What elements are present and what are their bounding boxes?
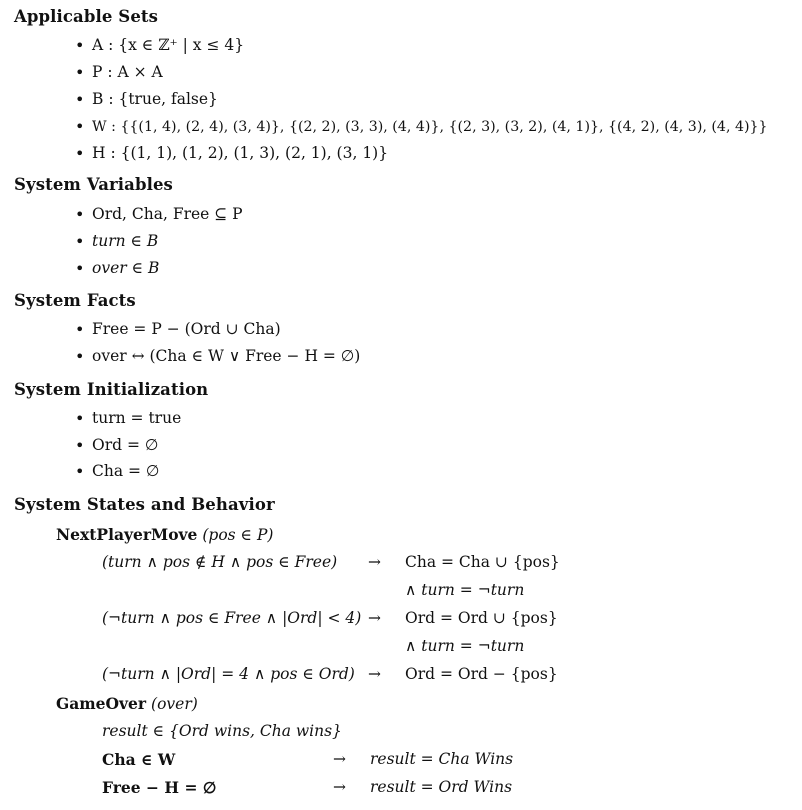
arrow-icon: → bbox=[368, 609, 381, 627]
rule-param: (over) bbox=[151, 695, 198, 713]
section-title-states-behavior: System States and Behavior bbox=[14, 495, 275, 514]
effect-turn-toggle: ∧ turn = ¬turn bbox=[405, 637, 525, 655]
init-cha: Cha = ∅ bbox=[92, 462, 160, 480]
rule-param: (pos ∈ P) bbox=[202, 526, 274, 544]
set-p-definition: P : A × A bbox=[92, 63, 163, 81]
fact-free: Free = P − (Ord ∪ Cha) bbox=[92, 320, 281, 338]
section-title-system-facts: System Facts bbox=[14, 291, 136, 310]
section-title-system-initialization: System Initialization bbox=[14, 380, 209, 399]
guard-cha-wins: Cha ∈ W bbox=[102, 750, 176, 769]
guard-ord-wins: Free − H = ∅ bbox=[102, 778, 217, 797]
set-b-definition: B : {true, false} bbox=[92, 90, 218, 108]
effect-cha-add: Cha = Cha ∪ {pos} bbox=[405, 553, 560, 571]
arrow-icon: → bbox=[368, 553, 381, 571]
rule-next-player-move bbox=[56, 525, 273, 544]
arrow-icon: → bbox=[368, 665, 381, 683]
variable-over: over ∈ B bbox=[92, 259, 160, 277]
list-item bbox=[78, 320, 281, 338]
fact-over: over ↔ (Cha ∈ W ∨ Free − H = ∅) bbox=[92, 347, 361, 365]
section-title-applicable-sets: Applicable Sets bbox=[14, 7, 159, 26]
list-item bbox=[78, 205, 243, 223]
init-ord: Ord = ∅ bbox=[92, 436, 159, 454]
arrow-icon: → bbox=[333, 778, 346, 796]
list-item bbox=[78, 409, 181, 427]
result-declaration: result ∈ {Ord wins, Cha wins} bbox=[102, 722, 342, 740]
effect-cha-wins: result = Cha Wins bbox=[370, 750, 514, 768]
section-title-system-variables: System Variables bbox=[14, 175, 173, 194]
list-item bbox=[78, 144, 388, 162]
guard-ord-remove: (¬turn ∧ |Ord| = 4 ∧ pos ∈ Ord) bbox=[102, 665, 355, 683]
variables-sets: Ord, Cha, Free ⊆ P bbox=[92, 205, 243, 223]
arrow-icon: → bbox=[333, 750, 346, 768]
set-w-definition: W : {{(1, 4), (2, 4), (3, 4)}, {(2, 2), (3, 3), (4, 4)}, {(2, 3), (3, 2), (4, 1)}, {(4, 2), (4, 3), (4, 4)}} bbox=[92, 119, 768, 135]
rule-name: NextPlayerMove bbox=[56, 525, 198, 544]
rule-game-over bbox=[56, 694, 198, 713]
list-item bbox=[78, 436, 158, 454]
effect-ord-add: Ord = Ord ∪ {pos} bbox=[405, 609, 558, 627]
effect-ord-wins: result = Ord Wins bbox=[370, 778, 513, 796]
effect-turn-toggle: ∧ turn = ¬turn bbox=[405, 581, 525, 599]
list-item bbox=[78, 232, 158, 250]
list-item bbox=[78, 462, 159, 480]
rule-name: GameOver bbox=[56, 694, 147, 713]
variable-turn: turn ∈ B bbox=[92, 232, 159, 250]
set-a-definition: A : {x ∈ ℤ⁺ | x ≤ 4} bbox=[92, 36, 245, 54]
list-item bbox=[78, 63, 163, 81]
set-h-definition: H : {(1, 1), (1, 2), (1, 3), (2, 1), (3, 1)} bbox=[92, 144, 389, 162]
list-item bbox=[78, 259, 159, 277]
effect-ord-remove: Ord = Ord − {pos} bbox=[405, 665, 558, 683]
list-item bbox=[78, 90, 218, 108]
guard-ord-add: (¬turn ∧ pos ∈ Free ∧ |Ord| < 4) bbox=[102, 609, 362, 627]
list-item bbox=[78, 36, 244, 54]
list-item bbox=[78, 117, 768, 135]
list-item bbox=[78, 347, 360, 365]
init-turn: turn = true bbox=[92, 409, 182, 427]
guard-cha-move: (turn ∧ pos ∉ H ∧ pos ∈ Free) bbox=[102, 553, 338, 571]
